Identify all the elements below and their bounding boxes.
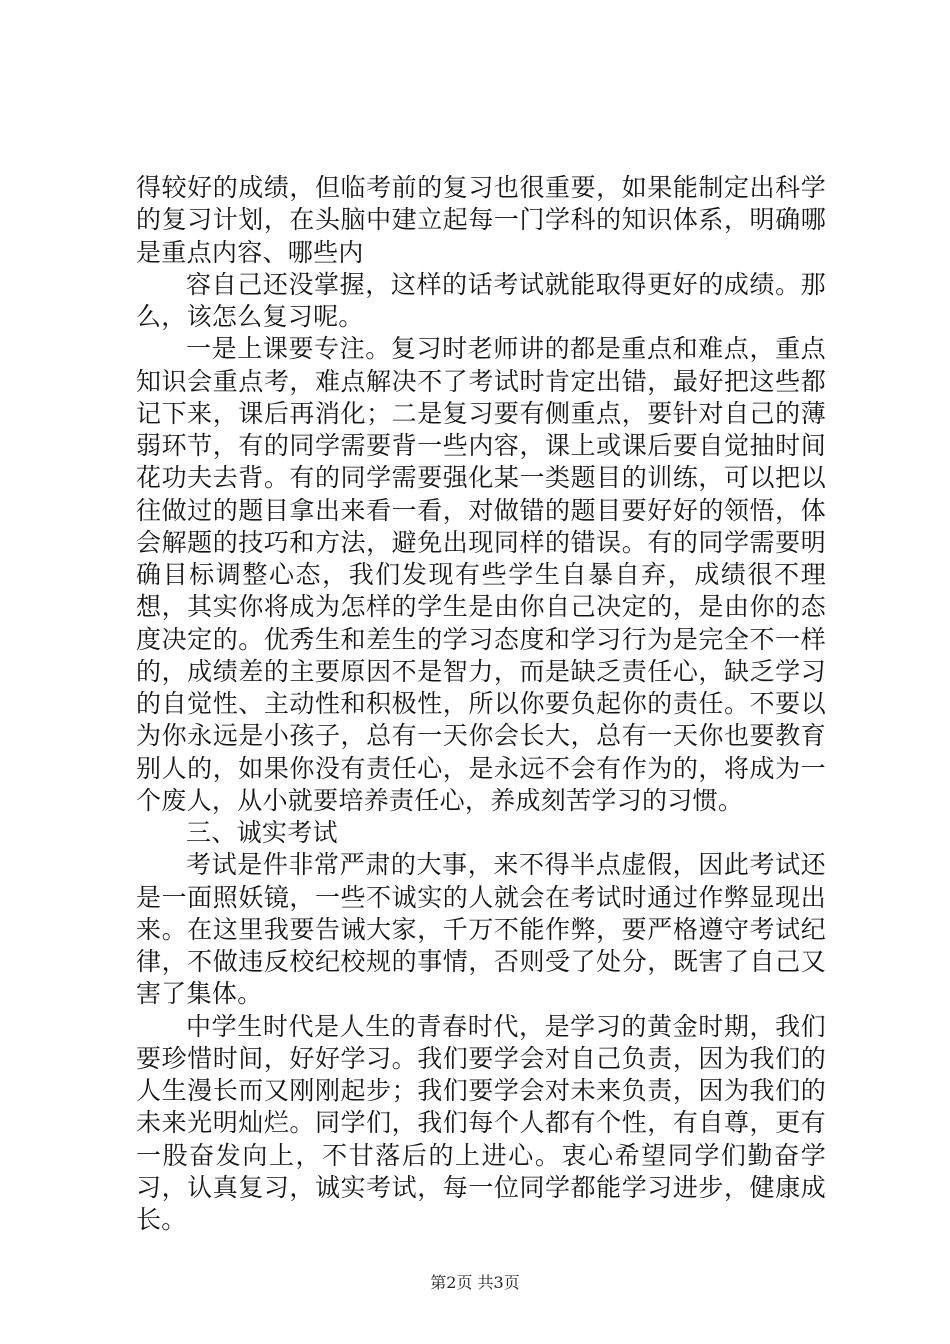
document-body	[136, 172, 826, 1236]
paragraph-continuation: 得较好的成绩，但临考前的复习也很重要，如果能制定出科学的复习计划，在头脑中建立起每一门学科的知识体系，明确哪是重点内容、哪些内	[136, 173, 826, 267]
paragraph-honest-exam: 考试是件非常严肃的大事，来不得半点虚假，因此考试还是一面照妖镜，一些不诚实的人就会在考试时通过作弊显现出来。在这里我要告诫大家，千万不能作弊，要严格遵守考试纪律，不做违反校纪校规的事情，否则受了处分，既害了自己又害了集体。	[136, 850, 826, 1009]
paragraph-review-methods: 一是上课要专注。复习时老师讲的都是重点和难点，重点知识会重点考，难点解决不了考试时肯定出错，最好把这些都记下来，课后再消化；二是复习要有侧重点，要针对自己的薄弱环节，有的同学需要背一些内容，课上或课后要自觉抽时间花功夫去背。有的同学需要强化某一类题目的训练，可以把以往做过的题目拿出来看一看，对做错的题目要好好的领悟，体会解题的技巧和方法，避免出现同样的错误。有的同学需要明确目标调整心态，我们发现有些学生自暴自弃，成绩很不理想，其实你将成为怎样的学生是由你自己决定的，是由你的态度决定的。优秀生和差生的学习态度和学习行为是完全不一样的，成绩差的主要原因不是智力，而是缺乏责任心，缺乏学习的自觉性、主动性和积极性，所以你要负起你的责任。不要以为你永远是小孩子，总有一天你会长大，总有一天你也要教育别人的，如果你没有责任心，是永远不会有作为的，将成为一个废人，从小就要培养责任心，养成刻苦学习的习惯。	[136, 334, 826, 815]
paragraph-review-question: 容自己还没掌握，这样的话考试就能取得更好的成绩。那么，该怎么复习呢。	[136, 269, 826, 331]
section-heading-honest-exam: 三、诚实考试	[186, 818, 338, 847]
paragraph-conclusion: 中学生时代是人生的青春时代，是学习的黄金时期，我们要珍惜时间，好好学习。我们要学会对自己负责，因为我们的人生漫长而又刚刚起步；我们要学会对未来负责，因为我们的未来光明灿烂。同学们，我们每个人都有个性，有自尊，更有一股奋发向上，不甘落后的上进心。衷心希望同学们勤奋学习，认真复习，诚实考试，每一位同学都能学习进步，健康成长。	[136, 1011, 826, 1234]
page-number-footer: 第2页 共3页	[430, 1273, 520, 1292]
